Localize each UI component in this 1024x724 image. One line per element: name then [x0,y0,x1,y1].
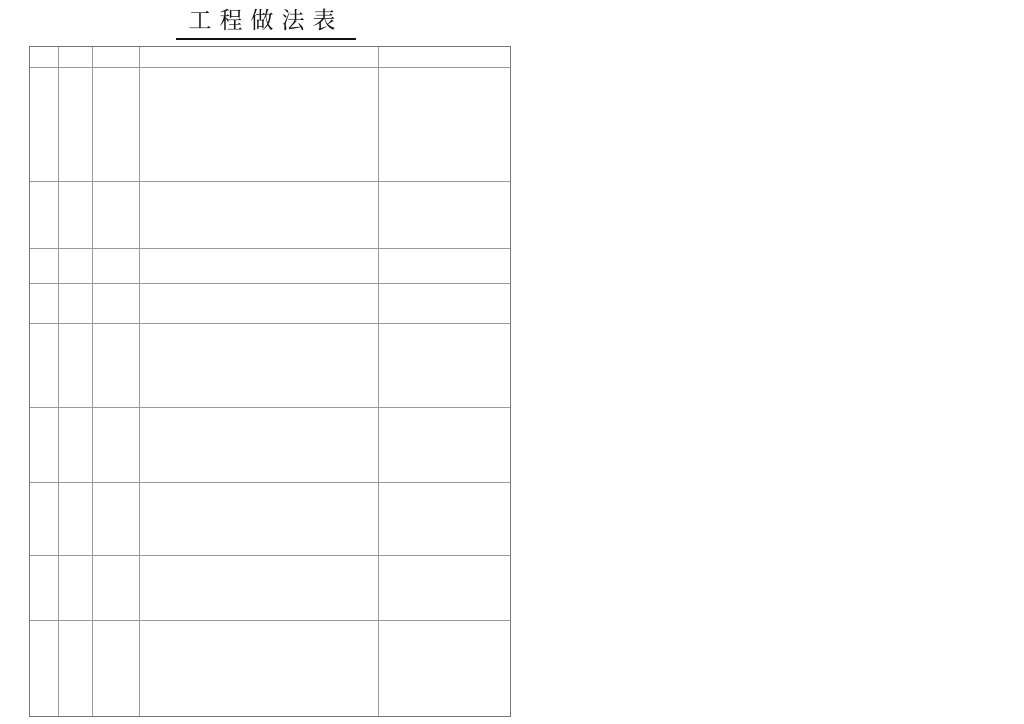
left-table-row-line [30,620,510,621]
right-drawing-sheet [548,0,1024,724]
left-table-row-line [30,482,510,483]
left-table-row-line [30,248,510,249]
left-construction-methods-table [29,46,511,717]
left-table-column-line [139,47,140,716]
left-table-column-line [378,47,379,716]
left-table-row-line [30,407,510,408]
left-table-header-line [30,67,510,68]
left-table-column-line [92,47,93,716]
left-table-row-line [30,555,510,556]
left-table-row-line [30,323,510,324]
left-table-grid [30,47,510,716]
page-title: 工程做法表 [176,4,356,40]
left-table-row-line [30,283,510,284]
left-table-column-line [58,47,59,716]
left-table-row-line [30,181,510,182]
